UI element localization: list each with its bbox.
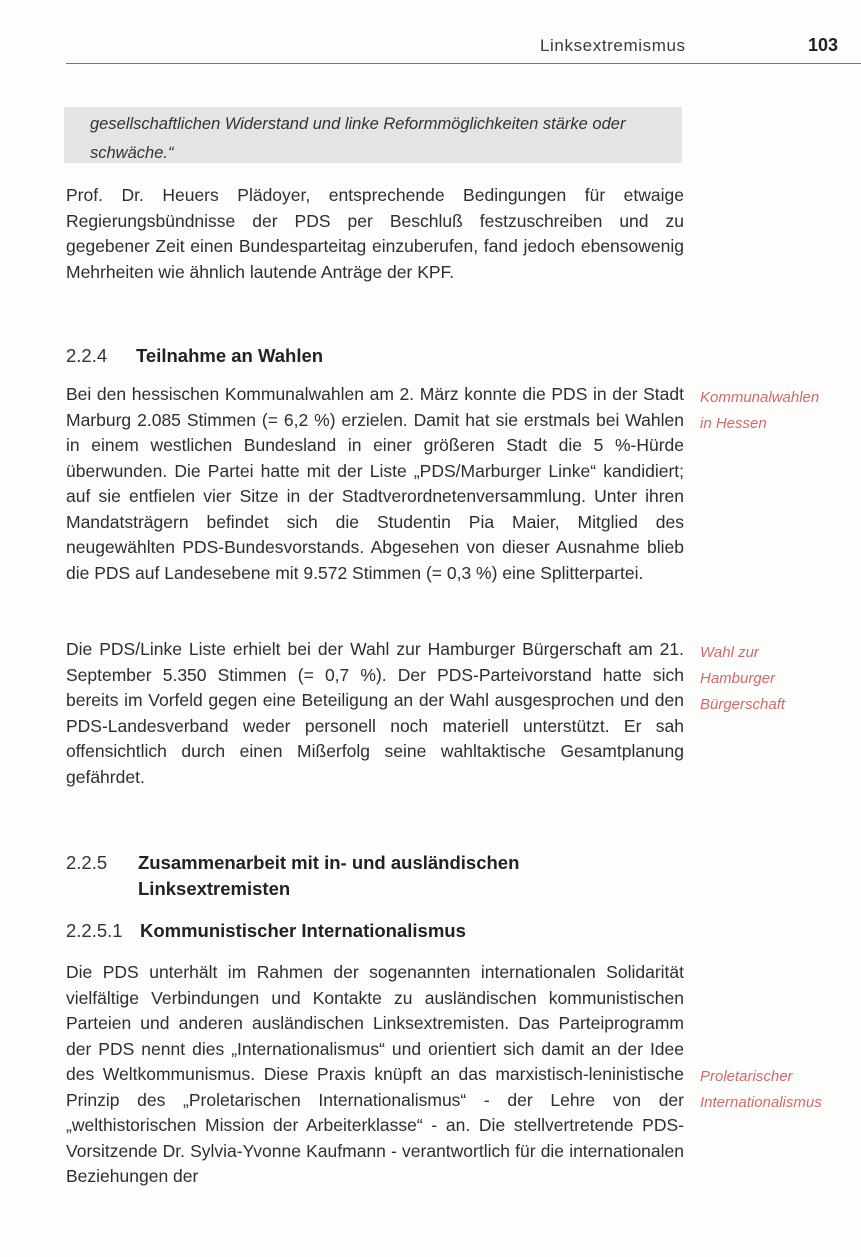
section-heading-2-2-5 — [66, 850, 618, 902]
paragraph-plaedoyer: Prof. Dr. Heuers Plädoyer, entsprechende Bedingungen für etwaige Regierungsbündnisse der PDS per Beschluß festzuschreiben und zu gegebener Zeit einen Bundesparteitag einzuberufen, fand jedoch ebensowenig Mehrheiten wie ähnlich lautende Anträge der KPF. — [66, 185, 684, 282]
quote-line: schwäche.“ — [90, 144, 174, 162]
section-number: 2.2.5.1 — [66, 920, 123, 941]
section-heading-2-2-5-1 — [66, 918, 466, 944]
section-title: Teilnahme an Wahlen — [136, 345, 324, 366]
margin-note-line: Kommunalwahlen — [700, 389, 820, 406]
margin-note-line: Hamburger — [700, 670, 776, 687]
margin-note-line: Internationalismus — [700, 1094, 822, 1111]
margin-note-line: Wahl zur — [700, 644, 759, 661]
margin-note-internationalismus — [700, 1064, 860, 1116]
margin-note-hamburg — [700, 640, 860, 718]
margin-note-line: in Hessen — [700, 415, 767, 432]
margin-note-line: Proletarischer — [700, 1068, 793, 1085]
section-title: Kommunistischer Internationalismus — [140, 920, 466, 941]
paragraph-hessen: Bei den hessischen Kommunalwahlen am 2. März konnte die PDS in der Stadt Marburg 2.085 Stimmen (= 6,2 %) erzielen. Damit hat sie erstmals bei Wahlen in einem westlichen Bundesland in einer größeren Stadt die 5 %-Hürde überwunden. Die Partei hatte mit der Liste „PDS/Marburger Linke“ kandidiert; auf sie entfielen vier Sitze in der Stadtverordnetenversammlung. Unter ihren Mandatsträgern befindet sich die Studentin Pia Maier, Mitglied des neugewählten PDS-Bundesvorstands. Abgesehen von dieser Ausnahme blieb die PDS auf Landesebene mit 9.572 Stimmen (= 0,3 %) eine Splitterpartei. — [66, 384, 684, 583]
page-number: 103 — [808, 35, 839, 55]
paragraph-hamburg: Die PDS/Linke Liste erhielt bei der Wahl zur Hamburger Bürgerschaft am 21. September 5.350 Stimmen (= 0,7 %). Der PDS-Parteivorstand hatte sich bereits im Vorfeld gegen eine Beteiligung an der Wahl ausgesprochen und den PDS-Landesverband weder personell noch materiell unterstützt. Er sah offensichtlich durch einen Mißerfolg seine wahltaktische Gesamtplanung gefährdet. — [66, 639, 684, 787]
margin-note-hessen — [700, 385, 860, 437]
section-number: 2.2.4 — [66, 345, 108, 366]
quote-block — [90, 110, 670, 168]
header-rule — [66, 63, 861, 64]
running-title: Linksextremismus — [540, 36, 686, 55]
section-number: 2.2.5 — [66, 852, 108, 873]
quote-line: gesellschaftlichen Widerstand und linke Reformmöglichkeiten stärke oder — [90, 115, 626, 133]
section-heading-2-2-4 — [66, 343, 323, 369]
section-title: Zusammenarbeit mit in- und ausländischen Linksextremisten — [138, 852, 520, 899]
margin-note-line: Bürgerschaft — [700, 696, 786, 713]
paragraph-internationalismus: Die PDS unterhält im Rahmen der sogenannten internationalen Solidarität vielfältige Verbindungen und Kontakte zu ausländischen kommunistischen Parteien und anderen ausländischen Linksextremisten. Das Parteiprogramm der PDS nennt dies „Internationalismus“ und orientiert sich damit an der Idee des Weltkommunismus. Diese Praxis knüpft an das marxistisch-leninistische Prinzip des „Proletarischen Internationalismus“ - der Lehre von der „welthistorischen Mission der Arbeiterklasse“ - an. Die stellvertretende PDS-Vorsitzende Dr. Sylvia-Yvonne Kaufmann - verantwortlich für die internationalen Beziehungen der — [66, 962, 684, 1186]
